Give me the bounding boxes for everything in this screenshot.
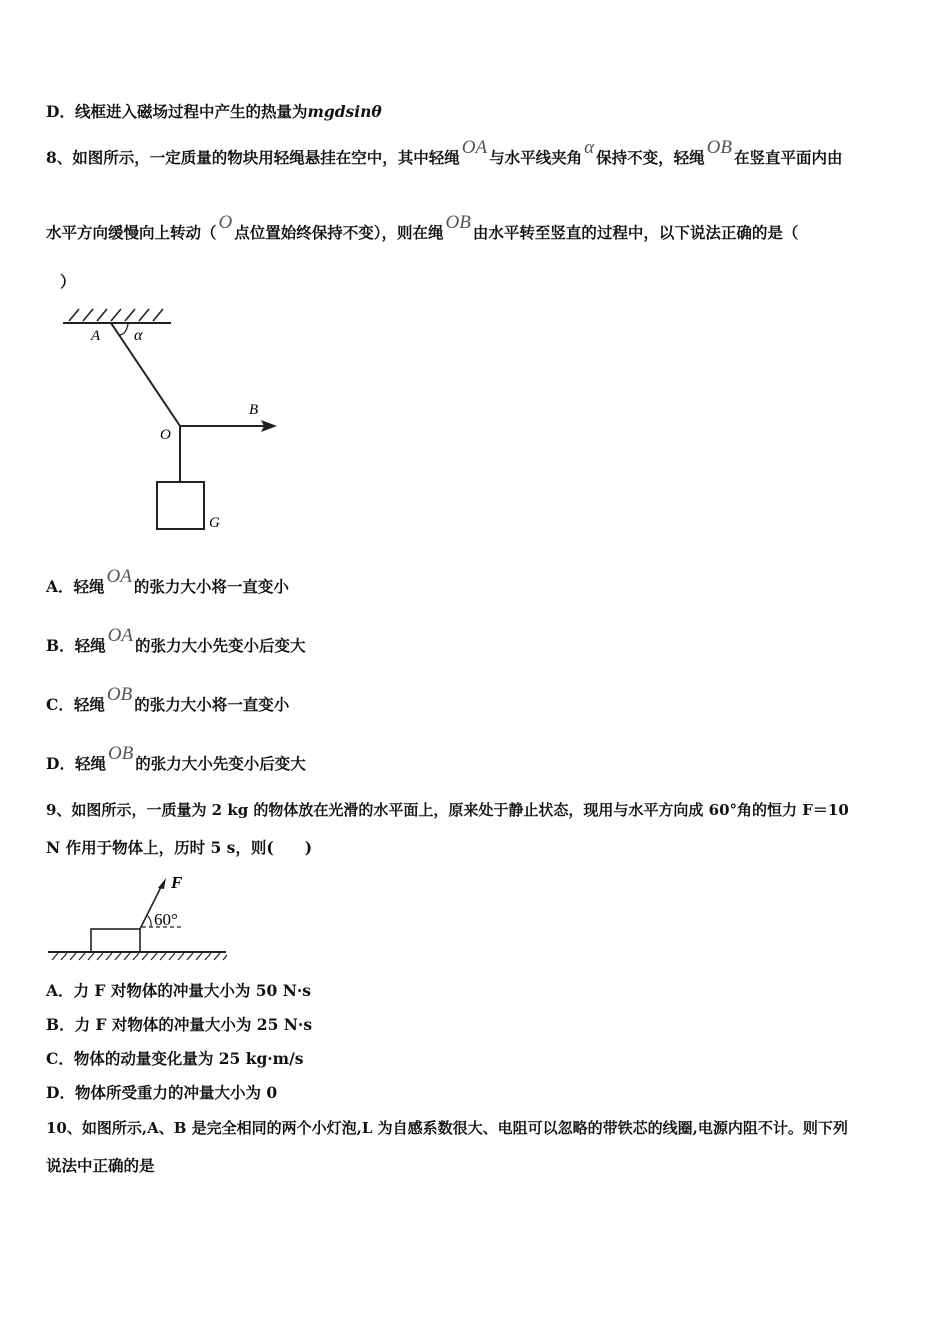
option-label: D． bbox=[46, 102, 75, 121]
q9-option-c bbox=[46, 1048, 303, 1070]
q7-option-d bbox=[46, 101, 382, 123]
q8-option-a bbox=[46, 566, 289, 598]
label-g: G bbox=[209, 515, 220, 531]
q9-stem-line-1 bbox=[46, 799, 849, 821]
stem-text: 由水平转至竖直的过程中，以下说法正确的是（ bbox=[472, 223, 799, 242]
symbol: OB bbox=[107, 743, 134, 764]
stem-text: ） bbox=[60, 272, 76, 291]
stem-text: 10、如图所示,A、B 是完全相同的两个小灯泡,L 为自感系数很大、电阻可以忽略的带铁芯的线圈,电源内阻不计。则下列 bbox=[46, 1119, 848, 1137]
q10-stem-line-1 bbox=[46, 1117, 848, 1139]
option-text: 轻绳 bbox=[73, 695, 105, 714]
q8-option-c bbox=[46, 684, 290, 716]
q8-option-b bbox=[46, 625, 306, 657]
block bbox=[91, 929, 140, 952]
symbol: OB bbox=[106, 684, 133, 705]
symbol-alpha: α bbox=[584, 137, 595, 158]
symbol-ob: OB bbox=[445, 212, 471, 233]
label-o: O bbox=[160, 427, 171, 443]
q10-stem-line-2 bbox=[46, 1155, 155, 1177]
q8-stem-line-2 bbox=[46, 212, 799, 244]
stem-text: 保持不变，轻绳 bbox=[596, 148, 705, 167]
q8-stem-line-3 bbox=[60, 271, 76, 293]
label-a: A bbox=[91, 328, 101, 344]
q9-option-b bbox=[46, 1014, 312, 1036]
option-text: 的张力大小将一直变小 bbox=[133, 577, 289, 596]
option-text: 物体的动量变化量为 25 kg·m/s bbox=[73, 1049, 304, 1068]
q8-stem-line-1 bbox=[46, 137, 843, 169]
option-text: 轻绳 bbox=[74, 754, 106, 773]
floor-hatch bbox=[52, 953, 227, 960]
option-label: B． bbox=[46, 636, 75, 655]
symbol-ob: OB bbox=[706, 137, 732, 158]
option-text: 物体所受重力的冲量大小为 0 bbox=[74, 1083, 278, 1102]
arrow-head bbox=[158, 878, 166, 889]
option-text: 力 F 对物体的冲量大小为 25 N·s bbox=[74, 1015, 313, 1034]
option-label: A． bbox=[46, 577, 74, 596]
option-text: 线框进入磁场过程中产生的热量为 bbox=[74, 102, 308, 121]
label-angle: 60° bbox=[154, 910, 178, 929]
option-label: A． bbox=[46, 981, 74, 1000]
label-f: F bbox=[171, 873, 183, 892]
stem-text: 水平方向缓慢向上转动（ bbox=[46, 223, 217, 242]
label-alpha: α bbox=[134, 327, 143, 344]
option-label: C． bbox=[46, 695, 74, 714]
angle-arc bbox=[147, 915, 151, 927]
option-text: 力 F 对物体的冲量大小为 50 N·s bbox=[73, 981, 311, 1000]
option-text: 的张力大小将一直变小 bbox=[134, 695, 290, 714]
option-text: 轻绳 bbox=[74, 636, 106, 655]
option-label: C． bbox=[46, 1049, 74, 1068]
symbol: OA bbox=[107, 625, 133, 646]
option-label: D． bbox=[46, 1083, 75, 1102]
stem-text: 8、如图所示，一定质量的物块用轻绳悬挂在空中，其中轻绳 bbox=[46, 148, 460, 167]
rope-oa bbox=[111, 323, 180, 426]
label-b: B bbox=[249, 402, 259, 418]
formula: mgdsinθ bbox=[307, 102, 382, 121]
symbol-o: O bbox=[218, 212, 233, 233]
option-label: D． bbox=[46, 754, 75, 773]
ceiling bbox=[63, 309, 171, 323]
stem-text: 点位置始终保持不变），则在绳 bbox=[234, 223, 444, 242]
stem-text: 说法中正确的是 bbox=[46, 1156, 155, 1175]
q9-figure bbox=[46, 868, 236, 968]
q9-option-a bbox=[46, 980, 311, 1002]
weight-block bbox=[157, 482, 204, 529]
stem-text: 与水平线夹角 bbox=[489, 148, 583, 167]
option-text: 的张力大小先变小后变大 bbox=[135, 754, 306, 773]
q8-figure bbox=[55, 298, 295, 548]
option-text: 轻绳 bbox=[73, 577, 105, 596]
q8-option-d bbox=[46, 743, 306, 775]
symbol-oa: OA bbox=[461, 137, 488, 158]
stem-text: 在竖直平面内由 bbox=[733, 148, 843, 167]
q9-stem-line-2 bbox=[46, 837, 312, 859]
option-text: 的张力大小先变小后变大 bbox=[134, 636, 306, 655]
symbol: OA bbox=[106, 566, 132, 587]
option-label: B． bbox=[46, 1015, 75, 1034]
stem-text: N 作用于物体上，历时 5 s，则( ) bbox=[46, 838, 313, 857]
q9-option-d bbox=[46, 1082, 277, 1104]
angle-arc bbox=[119, 324, 128, 335]
stem-text: 9、如图所示，一质量为 2 kg 的物体放在光滑的水平面上，原来处于静止状态，现用与水平方向成 60°角的恒力 F＝10 bbox=[46, 801, 849, 819]
